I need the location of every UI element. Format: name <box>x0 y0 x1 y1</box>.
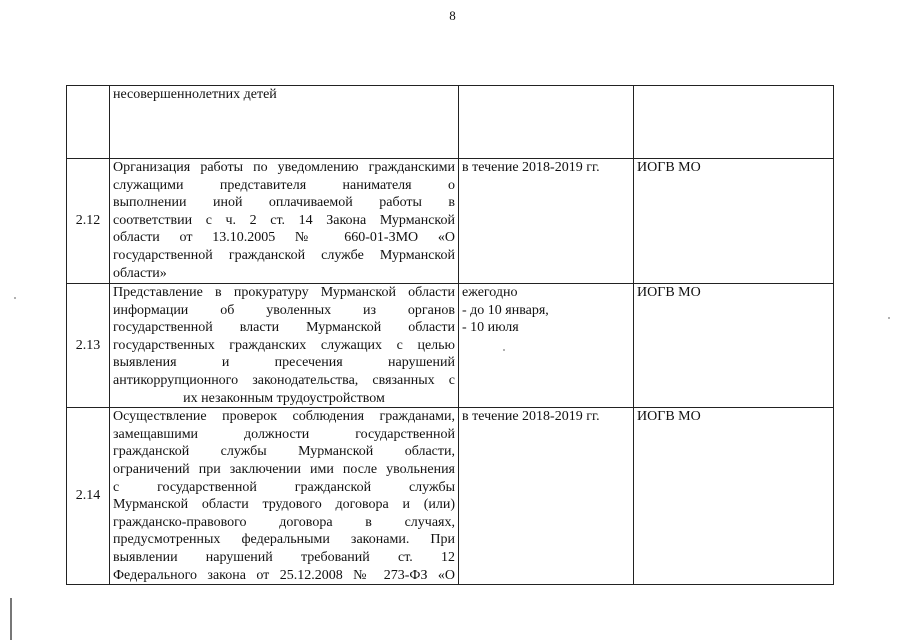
description-line: выявления и пресечения нарушений <box>113 355 455 371</box>
table-row <box>67 159 834 284</box>
description-line: выполнении иной оплачиваемой работы в <box>113 195 455 211</box>
table-row <box>67 408 834 585</box>
deadline-line: в течение 2018-2019 гг. <box>462 409 600 425</box>
description-line: Организация работы по уведомлению гражданскими <box>113 160 455 175</box>
description-line: соответствии с ч. 2 ст. 14 Закона Мурманской <box>113 212 455 228</box>
description-line: с государственной гражданской службы <box>113 479 455 495</box>
description-line: несовершеннолетних детей <box>113 87 277 102</box>
measure-description-cell <box>110 284 459 408</box>
row-number-cell <box>67 408 110 585</box>
executor-cell <box>634 86 834 159</box>
executor: ИОГВ МО <box>637 285 701 300</box>
description-line: служащими представителя нанимателя о <box>113 177 455 193</box>
description-line: гражданской службы Мурманской области, <box>113 444 455 460</box>
description-line: их незаконным трудоустройством <box>183 390 385 406</box>
description-line: Осуществление проверок соблюдения гражданами, <box>113 409 455 425</box>
deadline-line: ежегодно <box>462 285 518 300</box>
description-line: гражданско-правового договора в случаях, <box>113 514 455 530</box>
row-number-cell <box>67 284 110 408</box>
table-row <box>67 86 834 159</box>
executor-cell <box>634 284 834 408</box>
deadline-line: в течение 2018-2019 гг. <box>462 160 600 175</box>
description-line: выявлении нарушений требований ст. 12 <box>113 549 455 565</box>
executor: ИОГВ МО <box>637 409 701 425</box>
scan-dust-speck <box>14 297 16 299</box>
measure-description-cell <box>110 159 459 284</box>
executor-cell <box>634 159 834 284</box>
measure-description-cell <box>110 408 459 585</box>
row-number-cell <box>67 159 110 284</box>
deadline-cell <box>459 159 634 284</box>
measure-description-cell <box>110 86 459 159</box>
row-number: 2.13 <box>75 337 101 353</box>
scan-dust-speck <box>888 317 890 319</box>
row-number: 2.14 <box>75 488 101 504</box>
row-number: 2.12 <box>75 213 101 229</box>
row-number-cell <box>67 86 110 159</box>
description-line: замещавшими должности государственной <box>113 426 455 442</box>
description-line: предусмотренных федеральными законами. При <box>113 532 455 548</box>
measures-table <box>66 85 834 585</box>
description-line: государственной власти Мурманской области <box>113 320 455 336</box>
description-line: ограничений при заключении ими после увольнения <box>113 461 455 477</box>
description-line: области» <box>113 265 167 281</box>
page-number: 8 <box>449 8 456 23</box>
deadline-line: - 10 июля <box>462 320 519 336</box>
scan-dust-speck <box>503 349 505 351</box>
description-line: Мурманской области трудового договора и (или) <box>113 497 455 513</box>
description-line: области от 13.10.2005 № 660-01-ЗМО «О <box>113 230 455 246</box>
deadline-line: - до 10 января, <box>462 302 549 318</box>
scan-margin-mark <box>10 598 12 640</box>
deadline-cell <box>459 284 634 408</box>
executor: ИОГВ МО <box>637 160 701 175</box>
description-line: Федерального закона от 25.12.2008 № 273-ФЗ «О <box>113 567 455 583</box>
deadline-cell <box>459 408 634 585</box>
description-line: антикоррупционного законодательства, связанных с <box>113 372 455 388</box>
description-line: информации об уволенных из органов <box>113 302 455 318</box>
deadline-cell <box>459 86 634 159</box>
description-line: государственных гражданских служащих с целью <box>113 337 455 353</box>
description-line: Представление в прокуратуру Мурманской области <box>113 285 455 300</box>
description-line: государственной гражданской службе Мурманской <box>113 247 455 263</box>
executor-cell <box>634 408 834 585</box>
table-row <box>67 284 834 408</box>
